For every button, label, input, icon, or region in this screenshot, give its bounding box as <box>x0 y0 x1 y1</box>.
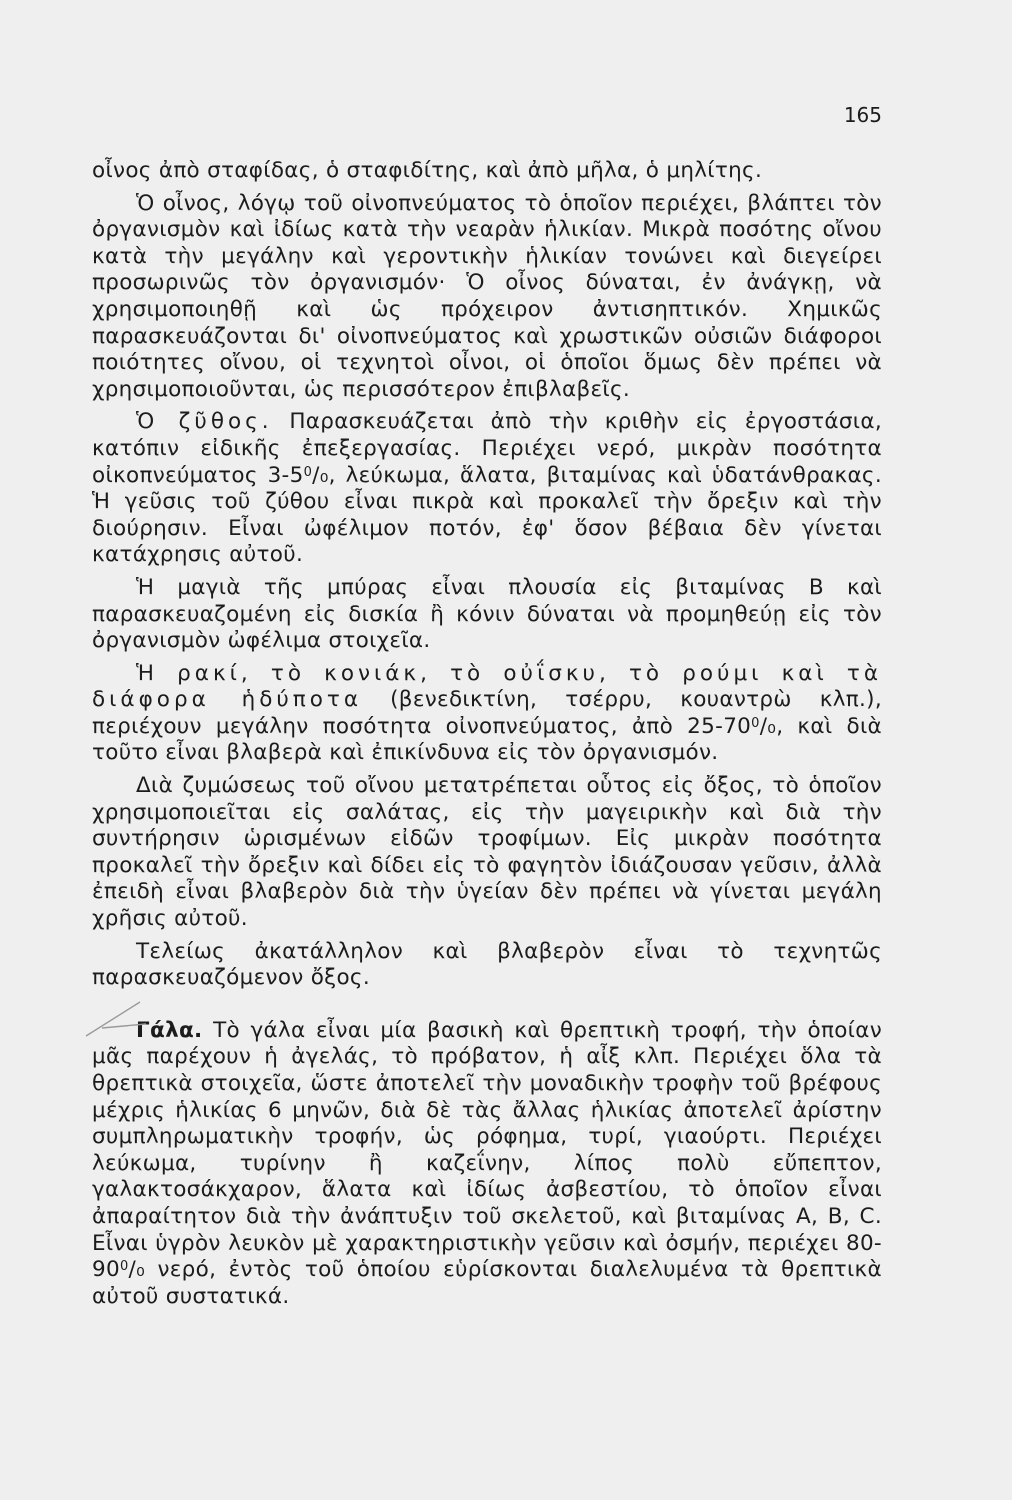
paragraph-vinegar <box>92 773 882 933</box>
paragraph-text: Τελείως ἀκατάλληλον καὶ βλαβερὸν εἶναι τὸ τεχνητῶς παρασκευαζόμενον ὄξος. <box>92 938 882 991</box>
paragraph-text: (βενεδικτίνη, τσέρρυ, κουαντρὼ κλπ.), περιέχουν μεγάλην ποσότητα οἰνοπνεύματος, ἀπὸ 25-70 <box>92 687 882 739</box>
paragraph-lead: Ἡ ρακί, τὸ κονιάκ, τὸ οὐΐσκυ, τὸ ρούμι καὶ τὰ διάφορα ἡδύποτα <box>92 660 882 713</box>
paragraph-text: Ὁ οἶνος, λόγῳ τοῦ οἰνοπνεύματος τὸ ὁποῖον περιέχει, βλάπτει τὸν ὀργανισμὸν καὶ ἰδίως κατὰ τὴν νεαρὰν ἡλικίαν. Μικρὰ ποσότης οἴνου κατὰ τὴν μεγάλην καὶ γεροντικὴν ἡλικίαν τονώνει καὶ διεγείρει προσωρινῶς τὸν ὀργανισμόν· Ὁ οἶνος δύναται, ἐν ἀνάγκῃ, νὰ χρησιμοποιηθῇ καὶ ὡς πρόχειρον ἀντισηπτικόν. Χημικῶς παρασκευάζονται δι' οἰνοπνεύματος καὶ χρωστικῶν οὐσιῶν διάφοροι ποιότητες οἴνου, οἱ τεχνητοὶ οἶνοι, οἱ ὁποῖοι ὅμως δὲν πρέπει νὰ χρησιμοποιοῦνται, ὡς περισσότερον ἐπιβλαβεῖς. <box>92 190 882 402</box>
paragraph-text-tail: /₀, λεύκωμα, ἅλατα, βιταμίνας καὶ ὑδατάνθρακας. Ἡ γεῦσις τοῦ ζύθου εἶναι πικρὰ καὶ προκαλεῖ τὴν ὄρεξιν καὶ τὴν διούρησιν. Εἶναι ὠφέλιμον ποτόν, ἐφ' ὅσον βέβαια δὲν γίνεται κατάχρησις αὐτοῦ. <box>92 462 882 568</box>
paragraph-milk <box>92 1018 882 1311</box>
paragraph-text-tail: /₀, καὶ διὰ τοῦτο εἶναι βλαβερὰ καὶ ἐπικίνδυνα εἰς τὸν ὀργανισμόν. <box>92 713 883 766</box>
paragraph-wine-effects <box>92 191 882 404</box>
percent-superscript: 0 <box>303 464 313 480</box>
paragraph-text: Τὸ γάλα εἶναι μία βασικὴ καὶ θρεπτικὴ τροφή, τὴν ὁποίαν μᾶς παρέχουν ἡ ἀγελάς, τὸ πρόβατον, ἡ αἶξ κλπ. Περιέχει ὅλα τὰ θρεπτικὰ στοιχεῖα, ὥστε ἀποτελεῖ τὴν μοναδικὴν τροφὴν τοῦ βρέφους μέχρις ἡλικίας 6 μηνῶν, διὰ δὲ τὰς ἄλλας ἡλικίας ἀποτελεῖ ἀρίστην συμπληρωματικὴν τροφήν, ὡς ρόφημα, τυρί, γιαούρτι. Περιέχει λεύκωμα, τυρίνην ἢ καζεΐνην, λίπος πολὺ εὔπεπτον, γαλακτοσάκχαρον, ἅλατα καὶ ἰδίως ἀσβεστίου, τὸ ὁποῖον εἶναι ἀπαραίτητον διὰ τὴν ἀνάπτυξιν τοῦ σκελετοῦ, καὶ βιταμίνας Α, Β, C. Εἶναι ὑγρὸν λευκὸν μὲ χαρακτηριστικὴν γεῦσιν καὶ ὀσμήν, περιέχει 80-90 <box>92 1017 883 1283</box>
percent-superscript: 0 <box>119 1259 129 1275</box>
paragraph-raisin-wine <box>92 158 882 185</box>
pencil-mark <box>82 998 152 1042</box>
paragraph-spirits <box>92 661 882 767</box>
paragraph-yeast <box>92 575 882 655</box>
paragraph-text: Ἡ μαγιὰ τῆς μπύρας εἶναι πλουσία εἰς βιταμίνας Β καὶ παρασκευαζομένη εἰς δισκία ἢ κόνιν δύναται νὰ προμηθεύῃ εἰς τὸν ὀργανισμὸν ὠφέλιμα στοιχεῖα. <box>92 574 882 654</box>
paragraph-lead: Γάλα. <box>136 1017 203 1043</box>
paragraph-lead: Ὁ ζῦθος. <box>136 409 273 435</box>
paragraph-text: Παρασκευάζεται ἀπὸ τὴν κριθὴν εἰς ἐργοστάσια, κατόπιν εἰδικῆς ἐπεξεργασίας. Περιέχει νερό, μικρὰν ποσότητα οἰκοπνεύματος 3-5 <box>92 409 882 488</box>
paragraph-beer <box>92 409 882 569</box>
paragraph-artificial-vinegar <box>92 939 882 992</box>
paragraph-text: Διὰ ζυμώσεως τοῦ οἴνου μετατρέπεται οὗτος εἰς ὄξος, τὸ ὁποῖον χρησιμοποιεῖται εἰς σαλάτας, εἰς τὴν μαγειρικὴν καὶ διὰ τὴν συντήρησιν ὡρισμένων εἰδῶν τροφίμων. Εἰς μικρὰν ποσότητα προκαλεῖ τὴν ὄρεξιν καὶ δίδει εἰς τὸ φαγητὸν ἰδιάζουσαν γεῦσιν, ἀλλὰ ἐπειδὴ εἶναι βλαβερὸν διὰ τὴν ὑγείαν δὲν πρέπει νὰ γίνεται μεγάλη χρῆσις αὐτοῦ. <box>92 773 882 932</box>
paragraph-text: οἶνος ἀπὸ σταφίδας, ὁ σταφιδίτης, καὶ ἀπὸ μῆλα, ὁ μηλίτης. <box>92 158 763 183</box>
page-number: 165 <box>843 103 882 127</box>
body-text <box>92 158 882 1316</box>
percent-superscript: 0 <box>751 715 760 731</box>
paragraph-text-tail: /₀ νερό, ἐντὸς τοῦ ὁποίου εὑρίσκονται διαλελυμένα τὰ θρεπτικὰ αὐτοῦ συστατικά. <box>92 1257 882 1309</box>
